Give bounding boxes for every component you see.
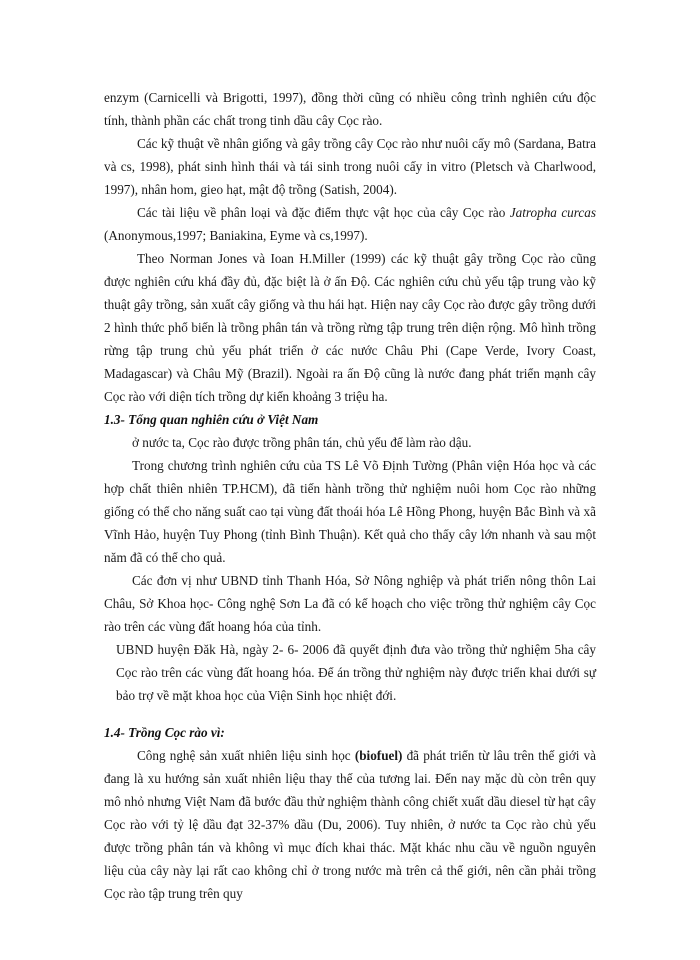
text-segment: (Anonymous,1997; Baniakina, Eyme và cs,1997). bbox=[104, 228, 368, 243]
paragraph-enzym: enzym (Carnicelli và Brigotti, 1997), đồng thời cũng có nhiều công trình nghiên cứu độc tính, thành phần các chất trong tinh dầu cây Cọc rào. bbox=[104, 90, 596, 128]
paragraph-ubnd-dak-ha: UBND huyện Đăk Hà, ngày 2- 6- 2006 đã quyết định đưa vào trồng thử nghiệm 5ha cây Cọc rào trên các vùng đất hoang hóa. Để án trồng thử nghiệm này được triển khai dưới sự bảo trợ về mặt khoa học của Viện Sinh học nhiệt đới. bbox=[116, 642, 596, 703]
species-name-italic: Jatropha curcas bbox=[509, 205, 596, 220]
paragraph-chuong-trinh: Trong chương trình nghiên cứu của TS Lê Võ Định Tường (Phân viện Hóa học và các hợp chất thiên nhiên TP.HCM), đã tiến hành trồng thử nghiệm nuôi hom Cọc rào những giống có thể cho năng suất cao tại vùng đất thoái hóa Lê Hồng Phong, huyện Bắc Bình và xã Vĩnh Hảo, huyện Tuy Phong (tỉnh Bình Thuận). Kết quả cho thấy cây lớn nhanh và sau một năm đã có thể cho quả. bbox=[104, 458, 596, 565]
paragraph-norman-jones: Theo Norman Jones và Ioan H.Miller (1999) các kỹ thuật gây trồng Cọc rào cũng được nghiên cứu khá đầy đủ, đặc biệt là ở ấn Độ. Các nghiên cứu chủ yếu tập trung vào kỹ thuật gây trồng, sản xuất cây giống và thu hái hạt. Hiện nay cây Cọc rào được gây trồng dưới 2 hình thức phổ biến là trồng phân tán và trồng rừng tập trung trên diện rộng. Mô hình trồng rừng tập trung chủ yếu phát triển ở các nước Châu Phi (Cape Verde, Ivory Coast, Madagascar) và Châu Mỹ (Brazil). Ngoài ra ấn Độ cũng là nước đang phát triển mạnh cây Cọc rào với diện tích trồng dự kiến khoảng 3 triệu ha. bbox=[104, 251, 596, 404]
paragraph-cong-nghe bbox=[104, 744, 596, 905]
paragraph-o-nuoc-ta: ở nước ta, Cọc rào được trồng phân tán, chủ yếu để làm rào dậu. bbox=[132, 435, 472, 450]
paragraph-cac-don-vi: Các đơn vị như UBND tỉnh Thanh Hóa, Sở Nông nghiệp và phát triển nông thôn Lai Châu, Sở Khoa học- Công nghệ Sơn La đã có kế hoạch cho việc trồng thử nghiệm cây Cọc rào trên các vùng đất hoang hóa của tỉnh. bbox=[104, 573, 596, 634]
biofuel-bold: (biofuel) bbox=[354, 748, 403, 763]
text-segment: Công nghệ sản xuất nhiên liệu sinh học bbox=[137, 748, 355, 763]
text-segment: Các tài liệu về phân loại và đặc điểm thực vật học của cây Cọc rào bbox=[137, 205, 510, 220]
section-heading-1-3: 1.3- Tổng quan nghiên cứu ở Việt Nam bbox=[104, 412, 319, 427]
paragraph-phan-loai bbox=[104, 201, 596, 247]
section-heading-1-4: 1.4- Trồng Cọc rào vì: bbox=[104, 725, 225, 740]
paragraph-nhan-giong: Các kỹ thuật về nhân giống và gây trồng cây Cọc rào như nuôi cấy mô (Sardana, Batra và cs, 1998), phát sinh hình thái và tái sinh trong nuôi cấy in vitro (Pletsch và Charlwood, 1997), nhân hom, gieo hạt, mật độ trồng (Satish, 2004). bbox=[104, 136, 596, 197]
text-segment: đã phát triển từ lâu trên thế giới và đang là xu hướng sản xuất nhiên liệu thay thế của tương lai. Đến nay mặc dù còn trên quy mô nhỏ nhưng Việt Nam đã bước đầu thử nghiệm thành công chiết xuất dầu diesel từ hạt cây Cọc rào với tỷ lệ dầu đạt 32-37% dầu (Du, 2006). Tuy nhiên, ở nước ta Cọc rào chủ yếu được trồng phân tán và không vì mục đích khai thác. Mặt khác nhu cầu về nguồn nguyên liệu của cây này lại rất cao không chỉ ở trong nước mà trên cả thế giới, nên cần phải trồng Cọc rào tập trung trên quy bbox=[104, 748, 596, 901]
spacer bbox=[104, 707, 596, 721]
